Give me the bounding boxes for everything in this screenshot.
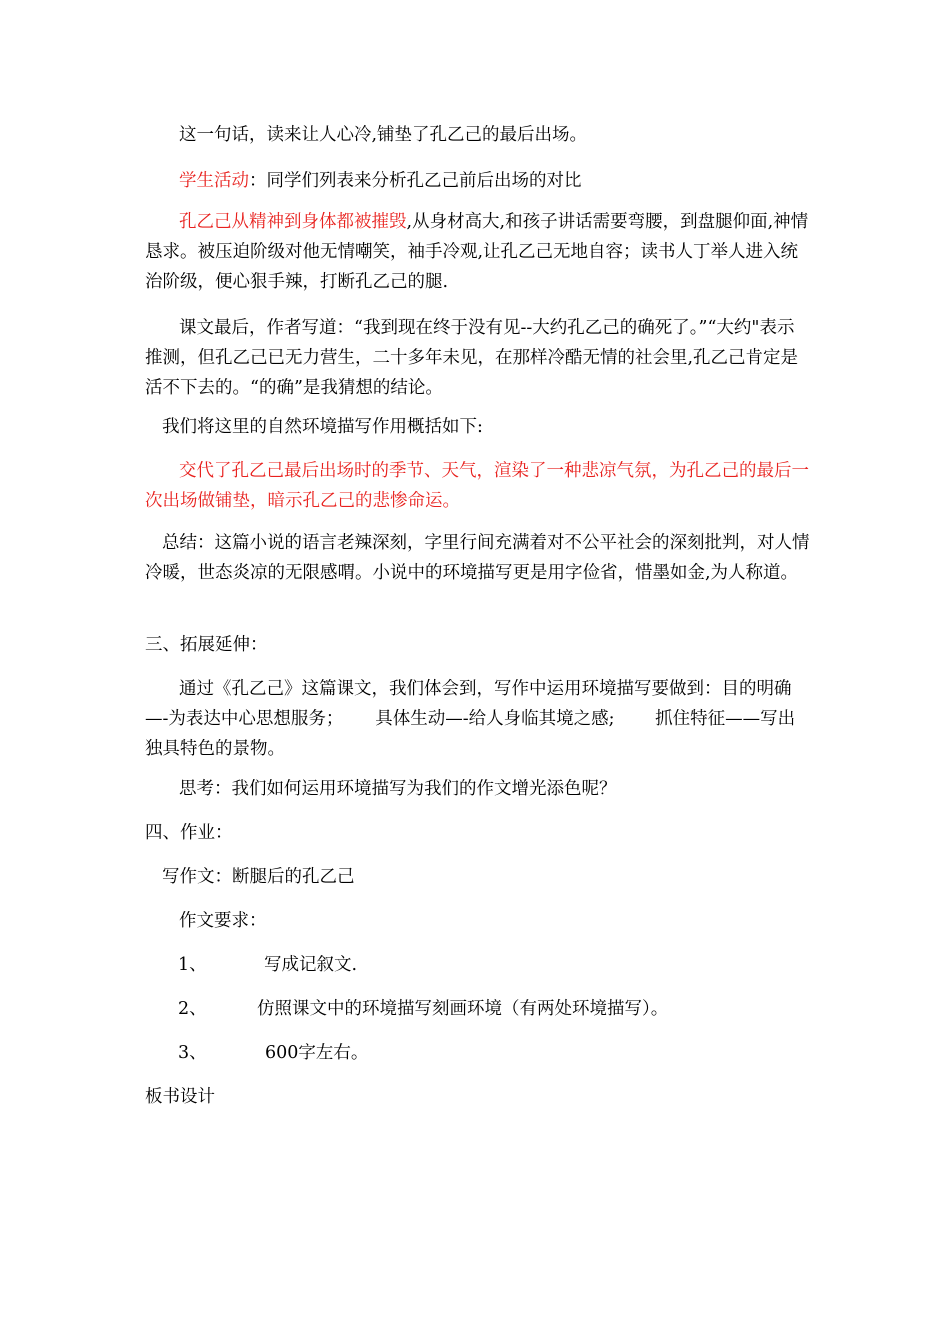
- paragraph-student-activity: [145, 166, 811, 196]
- highlight-text: 交代了孔乙己最后出场时的季节、天气，渲染了一种悲凉气氛，为孔乙己的最后一次出场做铺垫，暗示孔乙己的悲惨命运。: [145, 461, 809, 511]
- highlight-text: 孔乙己从精神到身体都被摧毁: [179, 212, 407, 232]
- paragraph-text: 思考：我们如何运用环境描写为我们的作文增光添色呢？: [179, 779, 617, 799]
- paragraph-text: 写作文：断腿后的孔乙己: [162, 867, 355, 887]
- paragraph-text: 总结：这篇小说的语言老辣深刻，字里行间充满着对不公平社会的深刻批判，对人情冷暖，世态炎凉的无限感喟。小说中的环境描写更是用字俭省，惜墨如金,为人称道。: [145, 533, 810, 583]
- section-heading-homework: [145, 818, 811, 848]
- heading-text: 三、拓展延伸：: [145, 635, 268, 655]
- student-activity-label: 学生活动: [179, 171, 249, 191]
- section-heading-extension: [145, 630, 811, 660]
- paragraph-essay-requirements-label: [145, 906, 811, 936]
- paragraph-kong-yiji-contrast: [145, 207, 811, 297]
- paragraph-ending-analysis: [145, 313, 811, 403]
- paragraph-text: 我们将这里的自然环境描写作用概括如下:: [162, 417, 483, 437]
- heading-text: 板书设计: [145, 1087, 215, 1107]
- requirement-number: 1、: [178, 955, 207, 975]
- paragraph-text: ,从身材高大,和孩子讲话需要弯腰，到盘腿仰面,神情恳求。被压迫阶级对他无情嘲笑，袖手冷观,让孔乙己无地自容；读书人丁举人进入统治阶级，便心狠手辣，打断孔乙己的腿.: [145, 212, 809, 292]
- requirement-number: 2、: [178, 999, 207, 1019]
- requirement-text: 仿照课文中的环境描写刻画环境（有两处环境描写）。: [257, 999, 669, 1019]
- paragraph-text: 课文最后，作者写道：“我到现在终于没有见--大约孔乙己的确死了。”“大约"表示推测，但孔乙己已无力营生，二十多年未见，在那样冷酷无情的社会里,孔乙己肯定是活不下去的。“的确”是我猜想的结论。: [145, 318, 799, 398]
- paragraph-text: ：同学们列表来分析孔乙己前后出场的对比: [249, 171, 582, 191]
- requirement-text: 写成记叙文.: [264, 955, 358, 975]
- paragraph-text: 通过《孔乙己》这篇课文，我们体会到，写作中运用环境描写要做到：目的明确—-为表达中心思想服务； 具体生动—-给人身临其境之感; 抓住特征——写出独具特色的景物。: [145, 679, 796, 759]
- requirement-number: 3、: [178, 1043, 207, 1063]
- requirement-text: 600字左右。: [265, 1043, 369, 1063]
- heading-text: 四、作业：: [145, 823, 233, 843]
- paragraph-environment-role: [145, 456, 811, 516]
- paragraph-setup-line: [145, 120, 811, 150]
- board-design-heading: [145, 1082, 811, 1112]
- paragraph-summary-intro: [145, 412, 811, 442]
- paragraph-writing-requirements: [145, 674, 811, 764]
- paragraph-text: 这一句话，读来让人心冷,铺垫了孔乙己的最后出场。: [179, 125, 588, 145]
- paragraph-conclusion: [145, 528, 811, 588]
- paragraph-essay-title: [145, 862, 811, 892]
- paragraph-text: 作文要求：: [179, 911, 267, 931]
- paragraph-think: [145, 774, 811, 804]
